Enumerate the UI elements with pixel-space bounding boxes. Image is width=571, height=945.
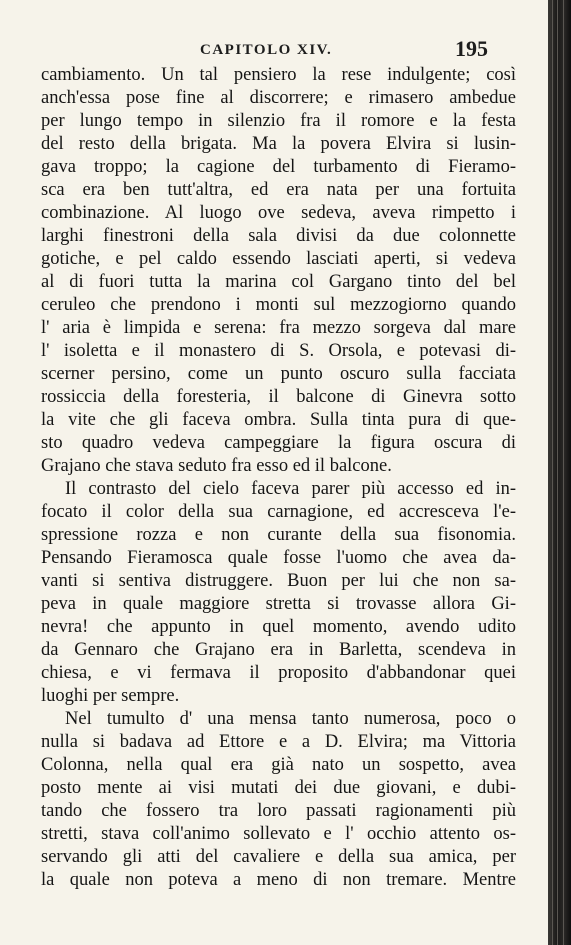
- page-edge-line: [552, 0, 553, 945]
- text-line: chiesa, e vi fermava il proposito d'abbandonar quei: [41, 663, 516, 683]
- text-line: stretti, stava coll'animo sollevato e l' occhio attento os-: [41, 824, 516, 844]
- text-line: posto mente ai visi mutati dei due giovani, e dubi-: [41, 778, 516, 798]
- text-line: la quale non poteva a meno di non tremare. Mentre: [41, 870, 516, 890]
- text-line: scerner persino, come un punto oscuro sulla facciata: [41, 364, 516, 384]
- text-line: gava troppo; la cagione del turbamento di Fieramo-: [41, 157, 516, 177]
- text-line: Pensando Fieramosca quale fosse l'uomo che avea da-: [41, 548, 516, 568]
- text-line: al di fuori tutta la marina col Gargano tinto del bel: [41, 272, 516, 292]
- text-line: focato il color della sua carnagione, ed accresceva l'e-: [41, 502, 516, 522]
- text-line: rossiccia della foresteria, il balcone di Ginevra sotto: [41, 387, 516, 407]
- book-page-edge: [548, 0, 571, 945]
- text-line: del resto della brigata. Ma la povera Elvira si lusin-: [41, 134, 516, 154]
- text-line: larghi finestroni della sala divisi da due colonnette: [41, 226, 516, 246]
- text-line: tando che fossero tra loro passati ragionamenti più: [41, 801, 516, 821]
- text-line: vanti si sentiva distruggere. Buon per lui che non sa-: [41, 571, 516, 591]
- text-line: per lungo tempo in silenzio fra il romore e la festa: [41, 111, 516, 131]
- text-line: sca era ben tutt'altra, ed era nata per una fortuita: [41, 180, 516, 200]
- page-edge-line: [557, 0, 558, 945]
- page-number: 195: [455, 36, 488, 61]
- page-edge-line: [563, 0, 564, 945]
- text-line: l' aria è limpida e serena: fra mezzo sorgeva dal mare: [41, 318, 516, 338]
- text-line: ceruleo che prendono i monti sul mezzogiorno quando: [41, 295, 516, 315]
- text-line: cambiamento. Un tal pensiero la rese indulgente; così: [41, 65, 516, 85]
- text-line: peva in quale maggiore stretta si trovasse allora Gi-: [41, 594, 516, 614]
- running-head: CAPITOLO XIV.: [200, 42, 333, 58]
- text-line: Colonna, nella qual era già nato un sospetto, avea: [41, 755, 516, 775]
- text-line: luoghi per sempre.: [41, 686, 180, 706]
- text-line: anch'essa pose fine al discorrere; e rimasero ambedue: [41, 88, 516, 108]
- text-line: Nel tumulto d' una mensa tanto numerosa, poco o: [65, 709, 516, 729]
- text-line: spressione rozza e non curante della sua fisonomia.: [41, 525, 516, 545]
- text-line: sto quadro vedeva campeggiare la figura oscura di: [41, 433, 516, 453]
- page-header: [0, 38, 548, 64]
- text-line: servando gli atti del cavaliere e della sua amica, per: [41, 847, 516, 867]
- text-line: combinazione. Al luogo ove sedeva, aveva rimpetto i: [41, 203, 516, 223]
- text-line: Grajano che stava seduto fra esso ed il balcone.: [41, 456, 392, 476]
- body-text: [41, 64, 516, 892]
- text-line: gotiche, e pel caldo essendo lasciati aperti, si vedeva: [41, 249, 516, 269]
- text-line: l' isoletta e il monastero di S. Orsola, e potevasi di-: [41, 341, 516, 361]
- text-line: nevra! che appunto in quel momento, avendo udito: [41, 617, 516, 637]
- text-line: nulla si badava ad Ettore e a D. Elvira; ma Vittoria: [41, 732, 516, 752]
- text-line: Il contrasto del cielo faceva parer più accesso ed in-: [65, 479, 516, 499]
- text-line: la vite che gli faceva ombra. Sulla tinta pura di que-: [41, 410, 516, 430]
- text-line: da Gennaro che Grajano era in Barletta, scendeva in: [41, 640, 516, 660]
